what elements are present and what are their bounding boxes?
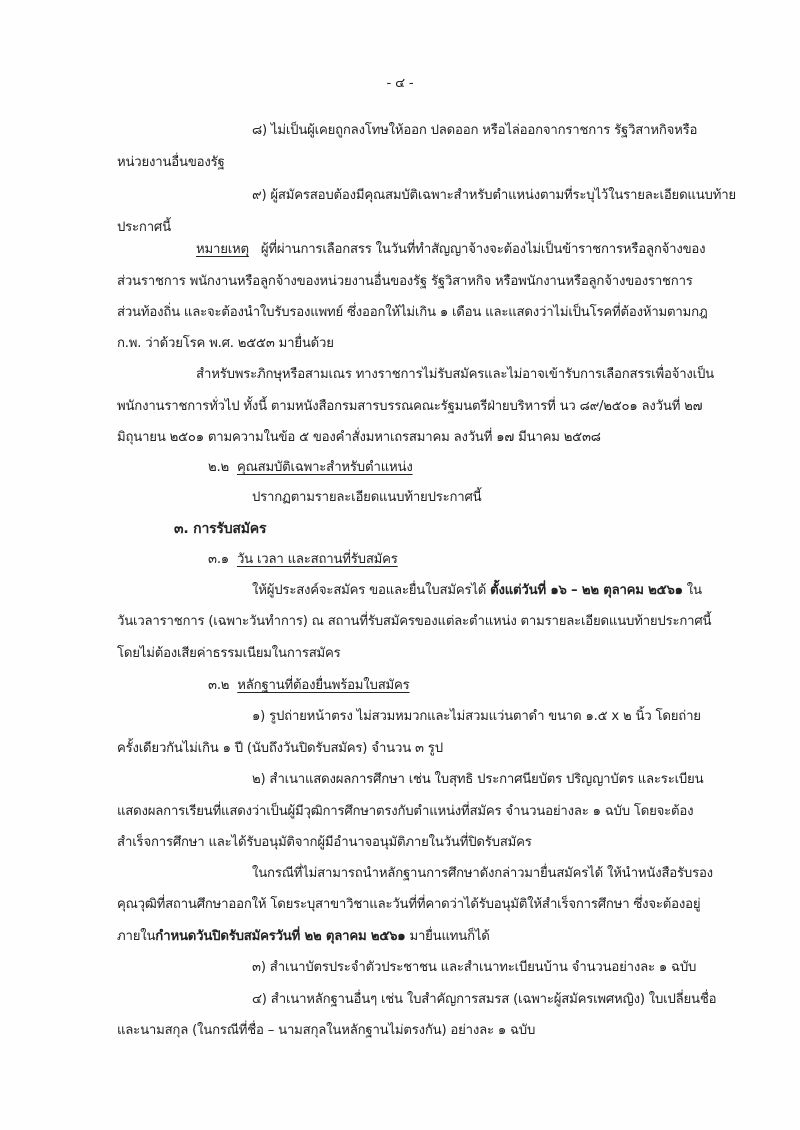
document-2-line-1: ๒) สำเนาแสดงผลการศึกษา เช่น ใบสุทธิ ประกาศนียบัตร ปริญญาบัตร และระเบียน <box>252 772 704 787</box>
document-1-line-1: ๑) รูปถ่ายหน้าตรง ไม่สวมหมวกและไม่สวมแว่นตาดำ ขนาด ๑.๕ x ๒ นิ้ว โดยถ่าย <box>252 709 701 724</box>
application-period: ตั้งแต่วันที่ ๑๖ – ๒๒ ตุลาคม ๒๕๖๑ <box>490 583 683 598</box>
section-3-2-title: หลักฐานที่ต้องยื่นพร้อมใบสมัคร <box>237 678 410 693</box>
application-text-end: ใน <box>682 583 702 598</box>
note-label: หมายเหตุ <box>196 242 249 257</box>
section-3-1-line-2: วันเวลาราชการ (เฉพาะวันทำการ) ณ สถานที่รับสมัครของแต่ละตำแหน่ง ตามรายละเอียดแนบท้ายประกาศนี้ <box>117 614 712 629</box>
item-9-line-1: ๙) ผู้สมัครสอบต้องมีคุณสมบัติเฉพาะสำหรับตำแหน่งตามที่ระบุไว้ในรายละเอียดแนบท้าย <box>252 188 736 203</box>
section-2-2-title: คุณสมบัติเฉพาะสำหรับตำแหน่ง <box>236 460 413 475</box>
section-3-2-number: ๓.๒ <box>208 678 230 693</box>
document-3-line: ๓) สำเนาบัตรประจำตัวประชาชน และสำเนาทะเบียนบ้าน จำนวนอย่างละ ๑ ฉบับ <box>252 960 697 975</box>
section-3-1-line-3: โดยไม่ต้องเสียค่าธรรมเนียมในการสมัคร <box>117 646 341 661</box>
section-3-1-heading <box>208 551 398 569</box>
item-8-line-1: ๘) ไม่เป็นผู้เคยถูกลงโทษให้ออก ปลดออก หรือไล่ออกจากราชการ รัฐวิสาหกิจหรือ <box>252 123 698 138</box>
deadline-text-end: มายื่นแทนก็ได้ <box>405 929 490 944</box>
deadline-date: กำหนดวันปิดรับสมัครวันที่ ๒๒ ตุลาคม ๒๕๖๑ <box>155 929 406 944</box>
note-text: ผู้ที่ผ่านการเลือกสรร ในวันที่ทำสัญญาจ้างจะต้องไม่เป็นข้าราชการหรือลูกจ้างของ <box>260 242 706 257</box>
monk-line-1: สำหรับพระภิกษุหรือสามเณร ทางราชการไม่รับสมัครและไม่อาจเข้ารับการเลือกสรรเพื่อจ้างเป็น <box>196 367 714 382</box>
item-9-line-2: ประกาศนี้ <box>117 220 171 235</box>
section-2-2-heading <box>208 459 413 477</box>
document-2-line-5: คุณวุฒิที่สถานศึกษาออกให้ โดยระบุสาขาวิชาและวันที่ที่คาดว่าได้รับอนุมัติให้สำเร็จการศึกษา ซึ่งจะต้องอยู่ <box>117 897 701 912</box>
section-3-2-heading <box>208 677 410 695</box>
section-2-2-number: ๒.๒ <box>208 460 229 475</box>
document-2-line-3: สำเร็จการศึกษา และได้รับอนุมัติจากผู้มีอำนาจอนุมัติภายในวันที่ปิดรับสมัคร <box>117 835 532 850</box>
document-2-line-2: แสดงผลการเรียนที่แสดงว่าเป็นผู้มีวุฒิการศึกษาตรงกับตำแหน่งที่สมัคร จำนวนอย่างละ ๑ ฉบับ โดยจะต้อง <box>117 804 694 819</box>
document-2-line-6 <box>117 928 490 946</box>
section-2-2-body: ปรากฏตามรายละเอียดแนบท้ายประกาศนี้ <box>252 490 482 505</box>
section-3-heading: ๓. การรับสมัคร <box>174 521 267 537</box>
section-3-1-number: ๓.๑ <box>208 552 229 567</box>
monk-line-3: มิถุนายน ๒๕๐๑ ตามความในข้อ ๕ ของคำสั่งมหาเถรสมาคม ลงวันที่ ๑๗ มีนาคม ๒๕๓๘ <box>117 430 601 445</box>
item-8-line-2: หน่วยงานอื่นของรัฐ <box>117 155 225 170</box>
note-line-2: ส่วนราชการ พนักงานหรือลูกจ้างของหน่วยงานอื่นของรัฐ รัฐวิสาหกิจ หรือพนักงานหรือลูกจ้างของราชการ <box>117 274 693 289</box>
page-number: - ๔ - <box>386 76 414 91</box>
document-4-line-2: และนามสกุล (ในกรณีที่ชื่อ – นามสกุลในหลักฐานไม่ตรงกัน) อย่างละ ๑ ฉบับ <box>117 1023 536 1038</box>
note-line-4: ก.พ. ว่าด้วยโรค พ.ศ. ๒๕๕๓ มายื่นด้วย <box>117 336 334 351</box>
deadline-text: ภายใน <box>117 929 156 944</box>
section-3-1-title: วัน เวลา และสถานที่รับสมัคร <box>236 552 398 567</box>
document-2-line-4: ในกรณีที่ไม่สามารถนำหลักฐานการศึกษาดังกล่าวมายื่นสมัครได้ ให้นำหนังสือรับรอง <box>252 866 713 881</box>
document-1-line-2: ครั้งเดียวกันไม่เกิน ๑ ปี (นับถึงวันปิดรับสมัคร) จำนวน ๓ รูป <box>117 741 443 756</box>
document-4-line-1: ๔) สำเนาหลักฐานอื่นๆ เช่น ใบสำคัญการสมรส (เฉพาะผู้สมัครเพศหญิง) ใบเปลี่ยนชื่อ <box>252 992 717 1007</box>
monk-line-2: พนักงานราชการทั่วไป ทั้งนี้ ตามหนังสือกรมสารบรรณคณะรัฐมนตรีฝ่ายบริหารที่ นว ๘๙/๒๕๐๑ ลงวันที่ ๒๗ <box>117 399 703 414</box>
note-line-3: ส่วนท้องถิ่น และจะต้องนำใบรับรองแพทย์ ซึ่งออกให้ไม่เกิน ๑ เดือน และแสดงว่าไม่เป็นโรคที่ต้องห้ามตามกฎ <box>117 305 708 320</box>
section-3-1-line-1 <box>252 582 702 600</box>
application-text: ให้ผู้ประสงค์จะสมัคร ขอและยื่นใบสมัครได้ <box>252 583 491 598</box>
note-line-1 <box>196 241 705 259</box>
